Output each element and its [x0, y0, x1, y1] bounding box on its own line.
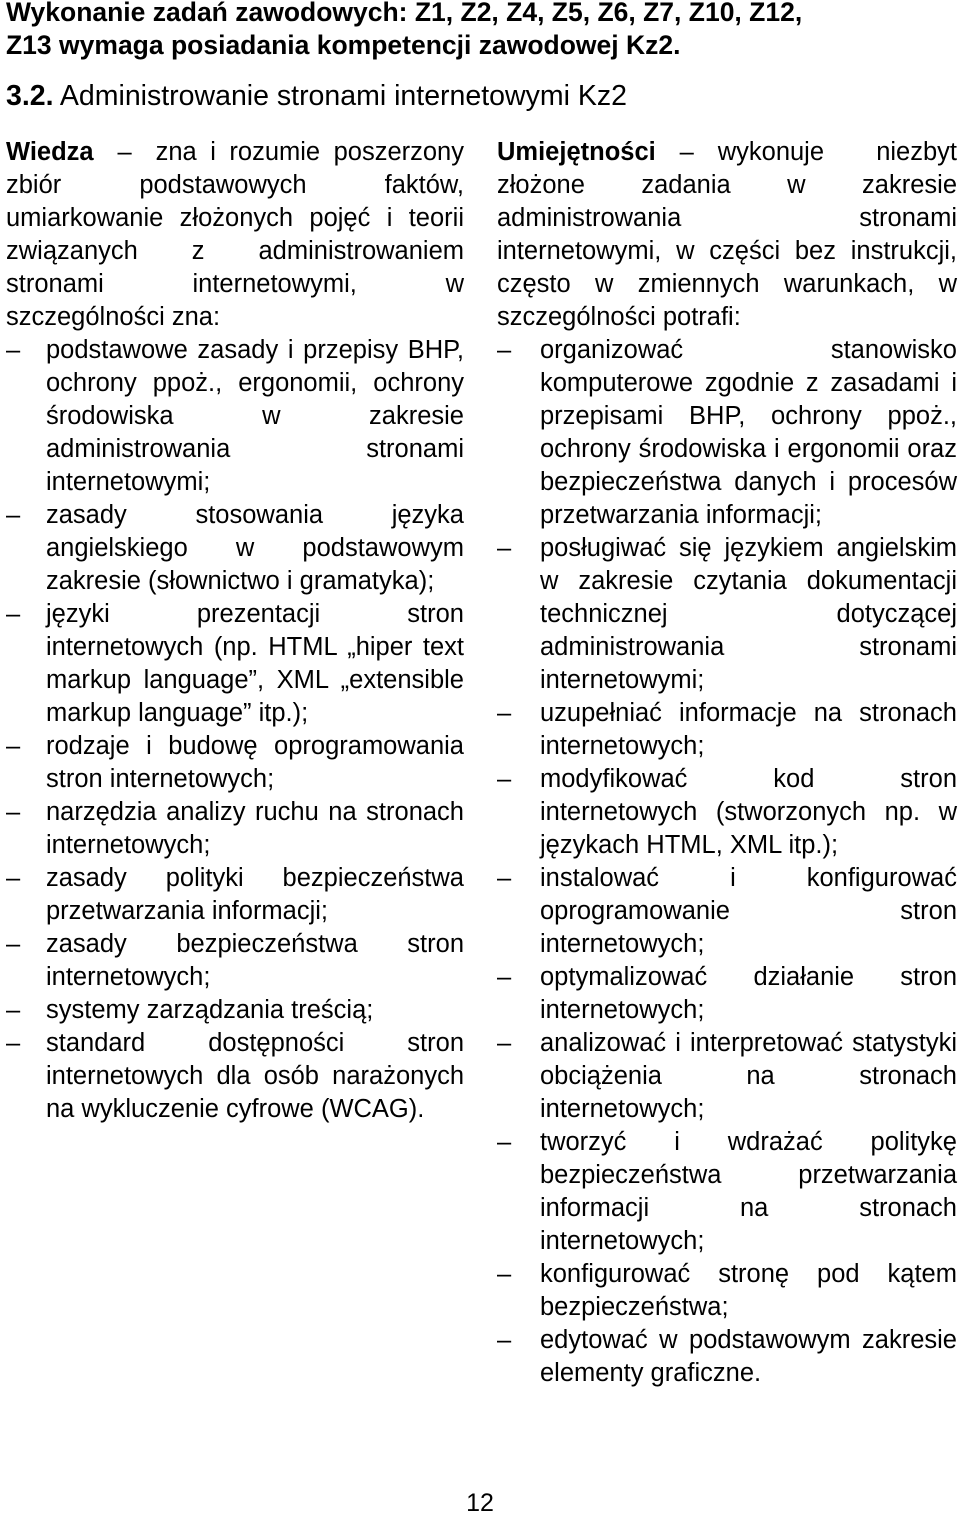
knowledge-dash: –: [117, 138, 132, 166]
dash-bullet: –: [497, 534, 512, 562]
list-item: [497, 1258, 957, 1324]
list-item-text: narzędzia analizy ruchu na stronach internetowych;: [46, 798, 464, 859]
list-item: [497, 1027, 957, 1126]
list-item: [497, 334, 957, 532]
list-item-text: instalować i konfigurować oprogramowanie stron internetowych;: [540, 864, 957, 958]
skills-intro-text: wykonuje niezbyt złożone zadania w zakresie administrowania stronami internetowymi, w części bez instrukcji, często w zmiennych warunkach, w szczególności potrafi:: [497, 138, 957, 331]
dash-bullet: –: [497, 336, 512, 364]
dash-bullet: –: [6, 501, 21, 529]
list-item-text: organizować stanowisko komputerowe zgodnie z zasadami i przepisami BHP, ochrony ppoż., ochrony środowiska i ergonomii oraz bezpieczeństwa danych i procesów przetwarzania informacji;: [540, 336, 957, 529]
dash-bullet: –: [6, 600, 21, 628]
list-item-text: posługiwać się językiem angielskim w zakresie czytania dokumentacji technicznej dotyczącej administrowania stronami internetowymi;: [540, 534, 957, 694]
list-item-text: systemy zarządzania treścią;: [46, 996, 374, 1024]
list-item: [6, 1027, 464, 1126]
list-item: [497, 1126, 957, 1258]
list-item-text: rodzaje i budowę oprogramowania stron internetowych;: [46, 732, 464, 793]
dash-bullet: –: [6, 336, 21, 364]
knowledge-list: [6, 334, 464, 1126]
list-item-text: standard dostępności stron internetowych dla osób narażonych na wykluczenie cyfrowe (WCAG).: [46, 1029, 464, 1123]
page-number: 12: [466, 1489, 494, 1517]
skills-column: [497, 136, 957, 1390]
list-item: [6, 796, 464, 862]
list-item: [6, 499, 464, 598]
dash-bullet: –: [6, 864, 21, 892]
list-item: [6, 730, 464, 796]
dash-bullet: –: [6, 996, 21, 1024]
skills-lead: Umiejętności: [497, 138, 656, 166]
list-item: [497, 697, 957, 763]
document-header-line-1: Wykonanie zadań zawodowych: Z1, Z2, Z4, Z5, Z6, Z7, Z10, Z12,: [6, 0, 803, 27]
knowledge-intro: [6, 136, 464, 334]
list-item-text: zasady polityki bezpieczeństwa przetwarzania informacji;: [46, 864, 464, 925]
list-item: [497, 862, 957, 961]
dash-bullet: –: [6, 1029, 21, 1057]
list-item: [6, 598, 464, 730]
list-item: [497, 532, 957, 697]
list-item-text: edytować w podstawowym zakresie elementy graficzne.: [540, 1326, 957, 1387]
skills-list: [497, 334, 957, 1390]
section-number: 3.2.: [6, 80, 54, 112]
knowledge-lead: Wiedza: [6, 138, 94, 166]
dash-bullet: –: [497, 1326, 512, 1354]
dash-bullet: –: [497, 963, 512, 991]
dash-bullet: –: [497, 864, 512, 892]
skills-intro: [497, 136, 957, 334]
list-item: [497, 1324, 957, 1390]
list-item-text: analizować i interpretować statystyki obciążenia na stronach internetowych;: [540, 1029, 957, 1123]
list-item: [6, 928, 464, 994]
list-item-text: zasady bezpieczeństwa stron internetowych;: [46, 930, 464, 991]
dash-bullet: –: [497, 1260, 512, 1288]
dash-bullet: –: [6, 798, 21, 826]
list-item: [497, 961, 957, 1027]
dash-bullet: –: [497, 699, 512, 727]
dash-bullet: –: [497, 765, 512, 793]
list-item-text: optymalizować działanie stron internetowych;: [540, 963, 957, 1024]
dash-bullet: –: [6, 732, 21, 760]
list-item-text: tworzyć i wdrażać politykę bezpieczeństwa przetwarzania informacji na stronach internetowych;: [540, 1128, 957, 1255]
list-item-text: konfigurować stronę pod kątem bezpieczeństwa;: [540, 1260, 957, 1321]
list-item-text: podstawowe zasady i przepisy BHP, ochrony ppoż., ergonomii, ochrony środowiska w zakresie administrowania stronami internetowymi;: [46, 336, 464, 496]
list-item: [497, 763, 957, 862]
dash-bullet: –: [6, 930, 21, 958]
list-item-text: modyfikować kod stron internetowych (stworzonych np. w językach HTML, XML itp.);: [540, 765, 957, 859]
list-item: [6, 994, 464, 1027]
section-heading: [6, 78, 954, 114]
section-title: Administrowanie stronami internetowymi Kz2: [53, 80, 627, 112]
knowledge-column: [6, 136, 464, 1126]
dash-bullet: –: [497, 1128, 512, 1156]
list-item-text: języki prezentacji stron internetowych (np. HTML „hiper text markup language”, XML „extensible markup language” itp.);: [46, 600, 464, 727]
skills-dash: –: [679, 138, 694, 166]
list-item: [6, 862, 464, 928]
list-item-text: zasady stosowania języka angielskiego w podstawowym zakresie (słownictwo i gramatyka);: [46, 501, 464, 595]
dash-bullet: –: [497, 1029, 512, 1057]
document-header-line-2: Z13 wymaga posiadania kompetencji zawodowej Kz2.: [6, 30, 681, 60]
list-item-text: uzupełniać informacje na stronach internetowych;: [540, 699, 957, 760]
list-item: [6, 334, 464, 499]
knowledge-intro-text: zna i rozumie poszerzony zbiór podstawowych faktów, umiarkowanie złożonych pojęć i teorii związanych z administrowaniem stronami internetowymi, w szczególności zna:: [6, 138, 464, 331]
